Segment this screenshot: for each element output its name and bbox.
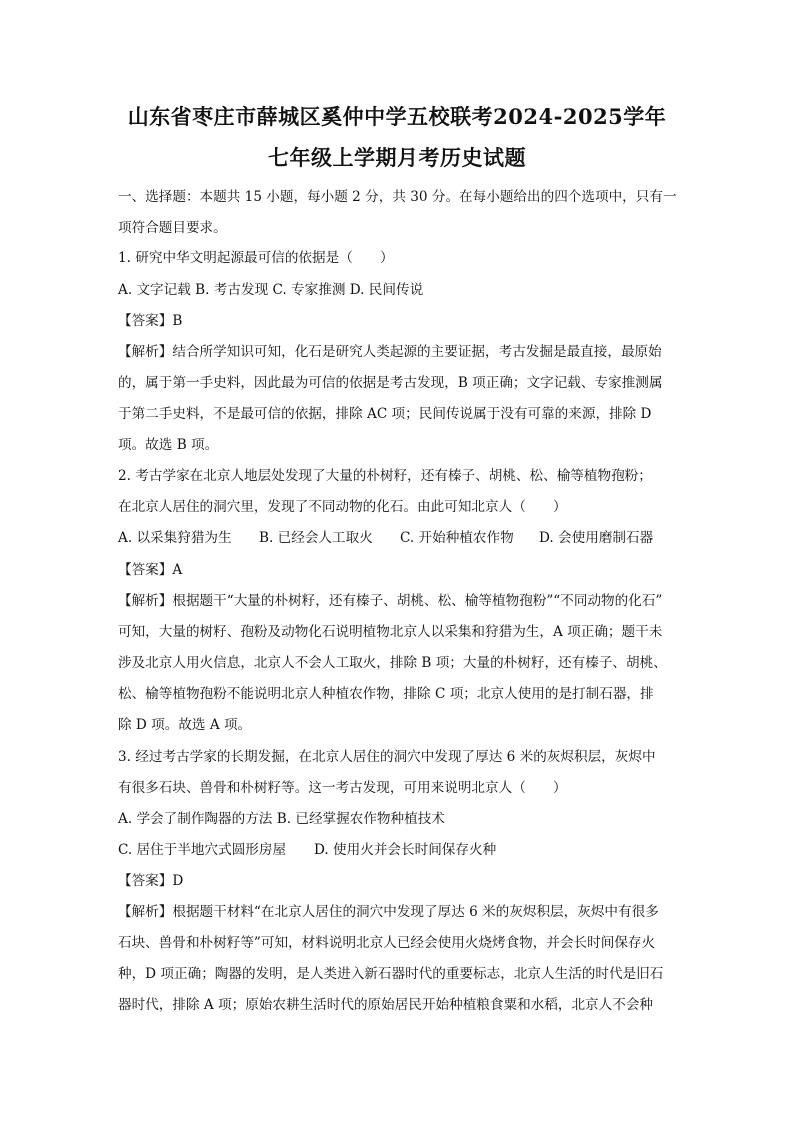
question-3-stem-line: 有很多石块、兽骨和朴树籽等。这一考古发现，可用来说明北京人（ ） [118,780,567,796]
question-1-answer: 【答案】B [118,313,183,329]
question-3-options-line-1: A. 学会了制作陶器的方法 B. 已经掌握农作物种植技术 [118,811,445,827]
question-2-stem-line: 2. 考古学家在北京人地层处发现了大量的朴树籽，还有榛子、胡桃、松、榆等植物孢粉； [118,468,652,484]
question-3-analysis-line: 器时代，排除 A 项；原始农耕生活时代的原始居民开始种植粮食粟和水稻，北京人不会种 [118,997,654,1013]
option-d: D. 会使用磨制石器 [539,530,654,546]
question-1-options: A. 文字记载 B. 考古发现 C. 专家推测 D. 民间传说 [118,282,424,298]
question-2-analysis-line: 可知，大量的树籽、孢粉及动物化石说明植物北京人以采集和狩猎为生，A 项正确；题干未 [118,624,663,640]
question-1-analysis-line: 【解析】结合所学知识可知，化石是研究人类起源的主要证据，考古发掘是最直接，最原始 [118,344,662,360]
option-c: C. 开始种植农作物 [400,530,514,546]
question-3-stem-line: 3. 经过考古学家的长期发掘，在北京人居住的洞穴中发现了厚达 6 米的灰烬积层，灰烬中 [118,749,656,765]
question-2-analysis-line: 松、榆等植物孢粉不能说明北京人种植农作物，排除 C 项；北京人使用的是打制石器，排 [118,686,654,702]
page-title-line-2: 七年级上学期月考历史试题 [268,145,526,170]
question-3-analysis-line: 种，D 项正确；陶器的发明，是人类进入新石器时代的重要标志，北京人生活的时代是旧石 [118,966,664,982]
question-3-answer: 【答案】D [118,873,184,889]
question-1-analysis-line: 于第二手史料，不是最可信的依据，排除 AC 项；民间传说属于没有可靠的来源，排除 D [118,406,652,422]
question-3-analysis-line: 石块、兽骨和朴树籽等”可知，材料说明北京人已经会使用火烧烤食物，并会长时间保存火 [118,935,656,951]
question-2-analysis-line: 【解析】根据题干“大量的朴树籽，还有榛子、胡桃、松、榆等植物孢粉”“不同动物的化石” [118,593,663,609]
question-2-analysis-line: 除 D 项。故选 A 项。 [118,717,252,733]
option-d: D. 使用火并会长时间保存火种 [314,842,497,858]
page-title-line-1: 山东省枣庄市薛城区奚仲中学五校联考2024-2025学年 [127,104,667,129]
option-c: C. 居住于半地穴式圆形房屋 [118,842,287,858]
option-a: A. 以采集狩猎为生 [118,530,232,546]
question-2-answer: 【答案】A [118,562,183,578]
question-2-stem-line: 在北京人居住的洞穴里，发现了不同动物的化石。由此可知北京人（ ） [118,499,567,515]
question-1-analysis-line: 项。故选 B 项。 [118,437,219,453]
question-1-analysis-line: 的，属于第一手史料，因此最为可信的依据是考古发现，B 项正确；文字记载、专家推测属 [118,375,663,391]
question-3-analysis-line: 【解析】根据题干材料“在北京人居住的洞穴中发现了厚达 6 米的灰烬积层，灰烬中有很多 [118,904,659,920]
option-b: B. 已经会人工取火 [259,530,373,546]
question-2-analysis-line: 涉及北京人用火信息，北京人不会人工取火，排除 B 项；大量的朴树籽，还有榛子、胡桃、 [118,655,667,671]
question-1-stem: 1. 研究中华文明起源最可信的依据是（ ） [118,250,394,266]
section-intro-line-2: 项符合题目要求。 [118,220,227,236]
section-intro-line-1: 一、选择题：本题共 15 小题，每小题 2 分，共 30 分。在每小题给出的四个选项中，只有一 [118,189,677,205]
